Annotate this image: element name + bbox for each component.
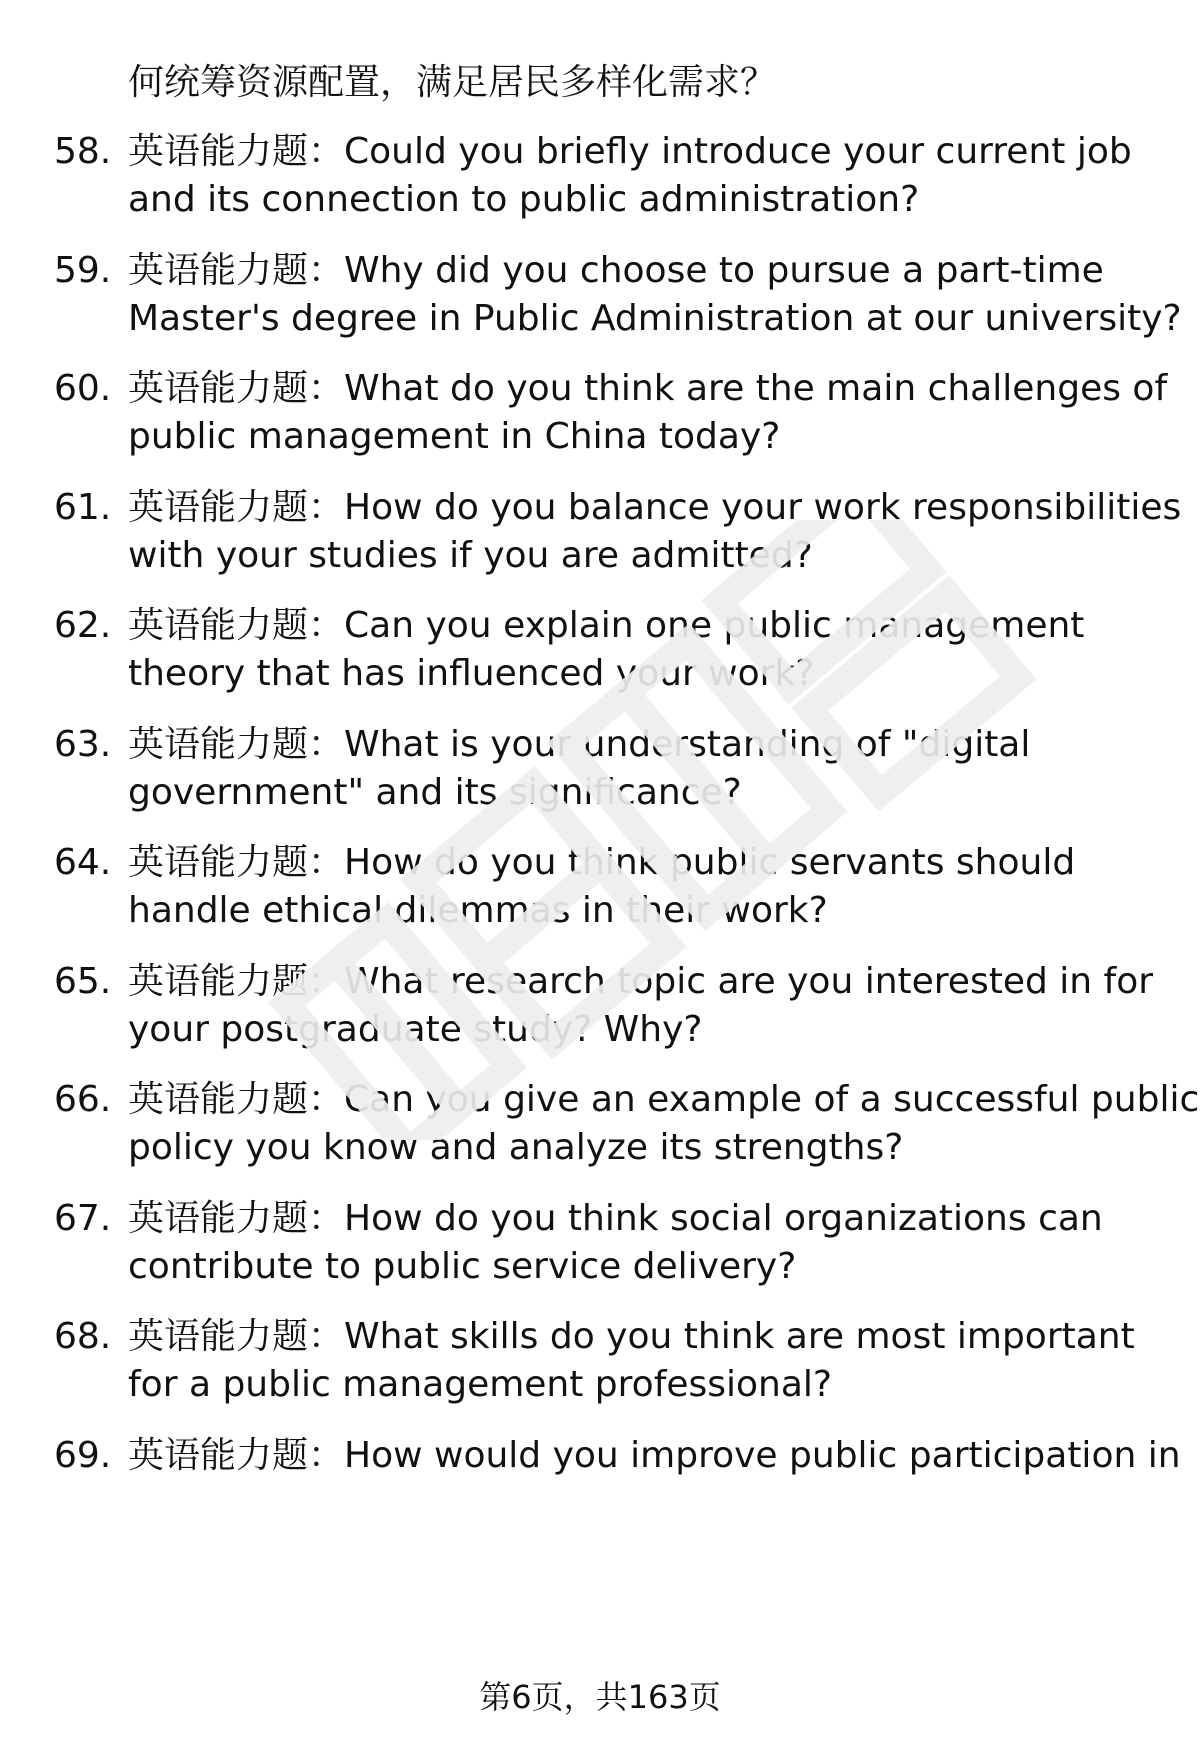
question-line-text: How do you balance your work responsibilities [344,487,1182,528]
question-line-text: Why did you choose to pursue a part-time [344,250,1104,291]
question-number: 60. [54,368,112,409]
question-line-text: Master's degree in Public Administration at our university? [128,298,1182,339]
question-item [0,839,1200,949]
question-text [128,247,1182,343]
question-prefix: 英语能力题： [128,961,345,1002]
question-line-text: and its connection to public administration? [128,179,920,220]
question-item [0,128,1200,238]
question-prefix: 英语能力题： [128,842,345,883]
page-footer: 第6页，共163页 [479,1678,721,1716]
question-text [128,484,1182,580]
question-number: 64. [54,842,112,883]
question-number: 61. [54,487,112,528]
question-item [0,1195,1200,1305]
question-text [128,602,1158,698]
question-line [128,484,1182,532]
question-line [128,1195,1158,1243]
question-item [0,602,1200,712]
question-line-text: with your studies if you are admitted? [128,535,813,576]
question-item [0,1432,1200,1542]
question-line-text: your postgraduate study? Why? [128,1009,703,1050]
question-line [128,602,1158,650]
question-line [128,839,1158,887]
question-item [0,484,1200,594]
question-line-text: What is your understanding of "digital [344,724,1031,765]
question-line [128,1124,1158,1172]
question-line [128,176,1158,224]
question-prefix: 英语能力题： [128,605,345,646]
question-line-text: What do you think are the main challenges of [344,368,1168,409]
question-line [128,532,1158,580]
question-text [128,1076,1200,1172]
question-line-text: How do you think social organizations can [344,1198,1103,1239]
question-prefix: 英语能力题： [128,131,345,172]
question-line [128,1006,1158,1054]
question-line [128,295,1182,343]
question-number: 59. [54,250,112,291]
question-line [128,413,1158,461]
question-line [128,365,1168,413]
question-prefix: 英语能力题： [128,1316,345,1357]
question-text [128,958,1158,1054]
question-number: 58. [54,131,112,172]
question-line [128,721,1158,769]
question-text [128,1195,1158,1291]
question-line-text: How would you improve public participation in [344,1435,1181,1476]
question-line-text: policy you know and analyze its strengths? [128,1127,904,1168]
question-line [128,958,1158,1006]
question-line [128,1361,1158,1409]
question-line [128,1243,1158,1291]
question-prefix: 英语能力题： [128,1079,345,1120]
question-line [128,1076,1200,1124]
question-line [128,769,1158,817]
question-line [128,1313,1158,1361]
question-item [0,247,1200,357]
question-prefix: 英语能力题： [128,368,345,409]
continuation-text: 何统筹资源配置，满足居民多样化需求？ [128,62,777,103]
question-line [128,650,1158,698]
question-prefix: 英语能力题： [128,250,345,291]
question-line-text: Can you give an example of a successful public [344,1079,1200,1120]
question-line-text: What research topic are you interested in for [344,961,1154,1002]
question-prefix: 英语能力题： [128,487,345,528]
question-line-text: contribute to public service delivery? [128,1246,797,1287]
question-text [128,1313,1158,1409]
question-text [128,365,1168,461]
question-line-text: What skills do you think are most important [344,1316,1135,1357]
question-prefix: 英语能力题： [128,1435,345,1476]
question-line-text: for a public management professional? [128,1364,833,1405]
question-number: 66. [54,1079,112,1120]
question-number: 67. [54,1198,112,1239]
question-line-text: government" and its significance? [128,772,742,813]
question-line-text: Can you explain one public management [344,605,1085,646]
question-text [128,1432,1181,1480]
question-line-text: How do you think public servants should [344,842,1076,883]
question-item [0,1076,1200,1186]
question-prefix: 英语能力题： [128,1198,345,1239]
question-line-text: theory that has influenced your work? [128,653,815,694]
question-line [128,887,1158,935]
question-item [0,1313,1200,1423]
question-number: 69. [54,1435,112,1476]
question-line [128,247,1158,295]
question-item [0,365,1200,475]
question-text [128,721,1158,817]
question-line-text: handle ethical dilemmas in their work? [128,890,828,931]
question-line-text: public management in China today? [128,416,781,457]
question-item [0,958,1200,1068]
question-text [128,839,1158,935]
question-line-text: Could you briefly introduce your current job [344,131,1132,172]
question-line [128,128,1158,176]
question-line [128,1432,1181,1480]
question-number: 62. [54,605,112,646]
question-item [0,721,1200,831]
question-text [128,128,1158,224]
question-number: 68. [54,1316,112,1357]
question-number: 63. [54,724,112,765]
question-prefix: 英语能力题： [128,724,345,765]
question-number: 65. [54,961,112,1002]
